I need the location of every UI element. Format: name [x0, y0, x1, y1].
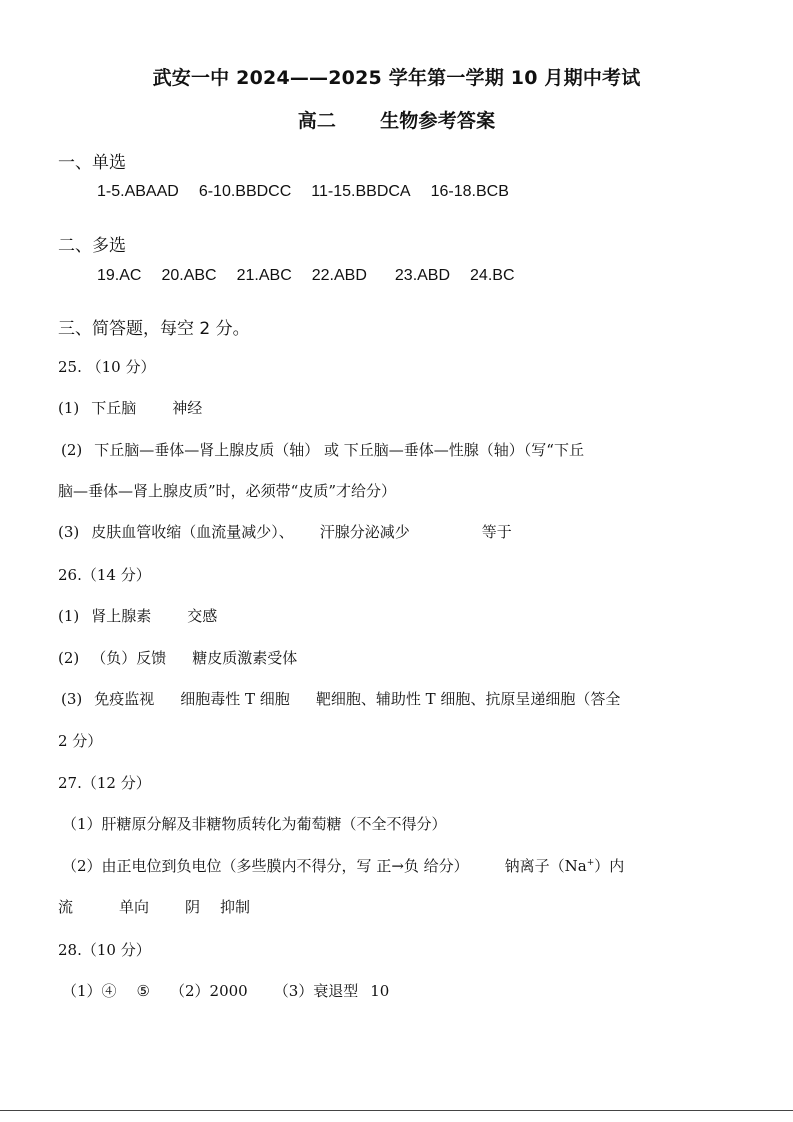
page-bottom-rule [0, 1110, 793, 1111]
multi-choice-heading: 二、多选 [58, 236, 126, 256]
part-number: (3) [61, 690, 83, 708]
answer-text: ）内 [594, 857, 625, 875]
part-number: (3) [58, 523, 80, 541]
q26-part3 [61, 688, 741, 709]
multi-choice-answers [97, 267, 535, 285]
subject-label: 生物参考答案 [380, 110, 496, 132]
grade-label: 高二 [297, 110, 337, 132]
q26-part3-cont: 2 分） [58, 732, 103, 750]
answer-group: 16-18.BCB [430, 183, 509, 200]
q25-header: 25. （10 分） [58, 358, 156, 376]
answer-text: 靶细胞、辅助性 T 细胞、抗原呈递细胞（答全 [315, 690, 621, 708]
answer-text: 糖皮质激素受体 [192, 649, 298, 667]
q28-header: 28.（10 分） [58, 941, 151, 959]
single-choice-heading: 一、单选 [58, 153, 126, 173]
answer-group: 1-5.ABAAD [97, 183, 179, 200]
answer-text: 交感 [187, 607, 218, 625]
subtitle [0, 106, 793, 133]
answer-text: 流 [58, 898, 74, 916]
q25-part2-cont: 脑—垂体—肾上腺皮质”时，必须带“皮质”才给分） [58, 482, 397, 500]
answer-text: 钠离子（Na [504, 857, 587, 875]
answer-text: ⑤ [136, 982, 150, 1000]
answer-text: （2）由正电位到负电位（多些膜内不得分，写 正→负 给分） [62, 857, 469, 875]
answer-text: 等于 [481, 523, 512, 541]
part-number: (2) [61, 441, 83, 459]
answer-text: 皮肤血管收缩（血流量减少）、 [91, 523, 294, 541]
q25-part2 [61, 439, 741, 460]
q27-part2 [62, 855, 741, 876]
answer-text: 抑制 [220, 898, 251, 916]
answer-text: 下丘脑—垂体—肾上腺皮质（轴） 或 下丘脑—垂体—性腺（轴）（写“下丘 [94, 441, 584, 459]
superscript: + [586, 858, 595, 868]
part-number: (1) [58, 399, 80, 417]
q25-part1 [58, 397, 741, 418]
q27-part2-cont [58, 896, 741, 917]
q25-part3 [58, 521, 741, 542]
answer-group: 24.BC [470, 267, 515, 284]
answer-text: 单向 [119, 898, 150, 916]
answer-group: 23.ABD [394, 267, 451, 284]
answer-group: 11-15.BBDCA [311, 183, 411, 200]
q27-part1: （1）肝糖原分解及非糖物质转化为葡萄糖（不全不得分） [62, 815, 447, 833]
part-number: (2) [58, 649, 80, 667]
answer-group: 22.ABD [311, 267, 367, 284]
answer-group: 19.AC [97, 267, 142, 284]
answer-text: （2）2000 [170, 982, 248, 1000]
answer-text: 神经 [172, 399, 203, 417]
short-answer-heading: 三、简答题，每空 2 分。 [58, 319, 250, 339]
answer-group: 20.ABC [161, 267, 217, 284]
answer-text: 免疫监视 [94, 690, 155, 708]
answer-text: 10 [370, 982, 390, 1000]
single-choice-answers [97, 183, 529, 201]
answer-text: （1）④ [62, 982, 117, 1000]
exam-title: 武安一中 2024——2025 学年第一学期 10 月期中考试 [152, 67, 641, 89]
q28-answers [62, 980, 741, 1001]
answer-text: 阴 [185, 898, 201, 916]
answer-text: （3）衰退型 [273, 982, 359, 1000]
q26-header: 26.（14 分） [58, 566, 151, 584]
answer-text: 细胞毒性 T 细胞 [180, 690, 290, 708]
answer-text: 下丘脑 [91, 399, 137, 417]
q26-part2 [58, 647, 741, 668]
answer-group: 21.ABC [236, 267, 292, 284]
answer-text: 汗腺分泌减少 [319, 523, 410, 541]
q27-header: 27.（12 分） [58, 774, 151, 792]
part-number: (1) [58, 607, 80, 625]
answer-text: 肾上腺素 [91, 607, 152, 625]
q26-part1 [58, 605, 741, 626]
answer-text: （负）反馈 [91, 649, 167, 667]
answer-group: 6-10.BBDCC [198, 183, 292, 200]
